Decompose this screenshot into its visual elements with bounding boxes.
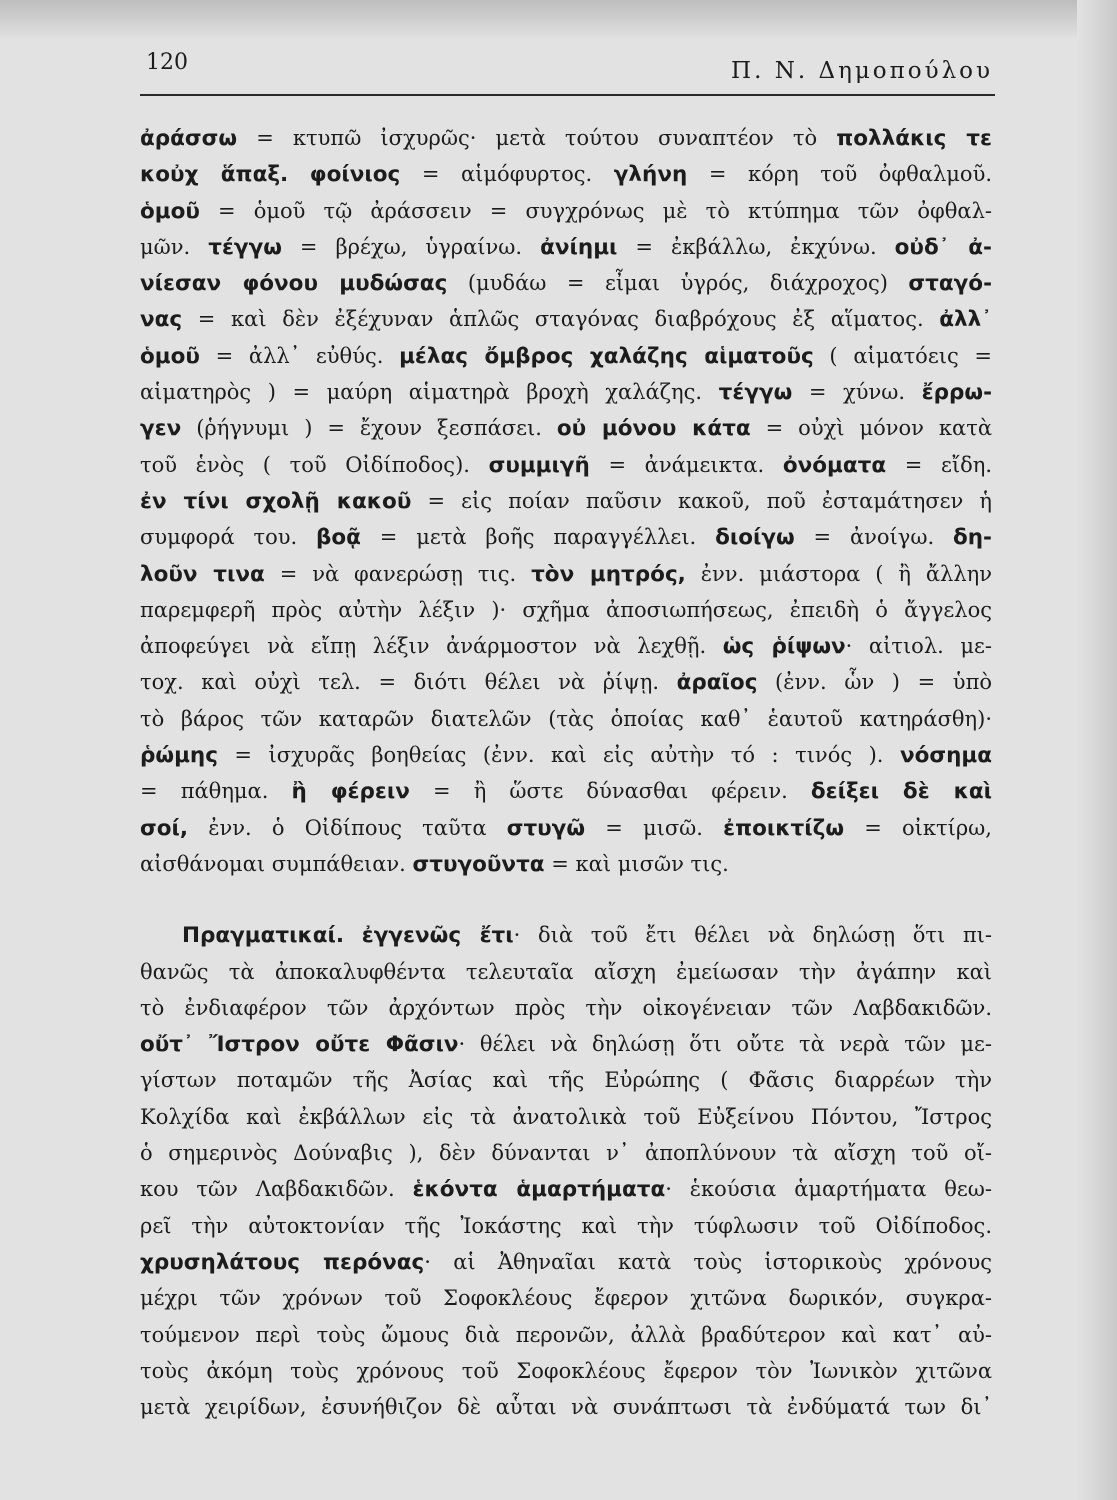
gloss-text: = κτυπῶ ἰσχυρῶς· μετὰ τούτου συναπτέον τὸ [237, 126, 837, 150]
gloss-text: = ἀνάμεικτα. [589, 452, 783, 477]
gloss-text: · διὰ τοῦ ἔτι θέλει νὰ δηλώσῃ ὅτι πι- [513, 923, 992, 948]
gloss-text: κου τῶν Λαβδακιδῶν. [140, 1177, 413, 1202]
text-line [140, 193, 992, 229]
text-line [140, 1389, 992, 1425]
gloss-text: = μετὰ βοῆς παραγγέλλει. [360, 525, 716, 550]
text-line [140, 483, 992, 519]
gloss-text: = νὰ φανερώσῃ τις. [264, 561, 532, 586]
lemma-term: λοῦν τινα [140, 561, 265, 587]
lemma-term: ἀραῖος [676, 670, 758, 696]
text-line [140, 1062, 992, 1098]
text-line [140, 664, 992, 700]
lemma-term: σταγό- [908, 271, 992, 297]
lemma-term: τέγγω [208, 234, 282, 260]
gloss-text: = βρέχω, ὑγραίνω. [281, 234, 541, 259]
gloss-text: θανῶς τὰ ἀποκαλυφθέντα τελευταῖα αἴσχη ἐμείωσαν τὴν ἀγάπην καὶ [140, 959, 992, 984]
lemma-term: ὀνόματα [782, 452, 887, 478]
lemma-term: ἀλλ᾿ [939, 307, 992, 333]
text-line [140, 519, 992, 555]
text-line [140, 1171, 992, 1207]
text-line [140, 1244, 992, 1280]
running-head: Π. Ν. Δημοπούλου [731, 58, 993, 84]
lemma-term: τὸν μητρός, [531, 561, 686, 587]
realia-paragraph [140, 917, 992, 1425]
lemma-term: δείξει δὲ καὶ [810, 779, 992, 805]
gloss-text: · θέλει νὰ δηλώσῃ ὅτι οὔτε τὰ νερὰ τῶν με- [458, 1032, 992, 1057]
gloss-text: τοχ. καὶ οὐχὶ τελ. = διότι θέλει νὰ ῥίψῃ. [140, 670, 677, 695]
lemma-term: οὐ μόνου κάτα [556, 416, 751, 442]
gloss-text: τούμενον περὶ τοὺς ὤμους διὰ περονῶν, ἀλλὰ βραδύτερον καὶ κατ᾿ αὐ- [140, 1322, 992, 1347]
text-line [140, 1208, 992, 1244]
gloss-text: γίστων ποταμῶν τῆς Ἀσίας καὶ τῆς Εὐρώπης ( Φᾶσις διαρρέων τὴν [140, 1068, 992, 1093]
gloss-text: (ἐνν. ὧν ) = ὑπὸ [757, 670, 993, 695]
text-line [140, 556, 992, 592]
text-line [140, 1317, 992, 1353]
lemma-term: Πραγματικαί. [182, 923, 345, 949]
lemma-term: μέλας ὄμβρος χαλάζης αἱματοῦς [399, 343, 814, 369]
text-line [140, 410, 992, 446]
text-line [140, 301, 992, 337]
gloss-text: = αἱμόφυρτος. [400, 162, 614, 187]
lemma-term: ἀράσσω [140, 126, 238, 151]
gloss-text: = ἐκβάλλω, ἐκχύνω. [617, 234, 895, 259]
lemma-term: δη- [952, 525, 992, 551]
lemma-term: γλήνη [613, 162, 688, 188]
gloss-text: = ἢ ὥστε δύνασθαι φέρειν. [409, 779, 811, 804]
text-line [140, 954, 992, 990]
lemma-term: ἀνίημι [540, 234, 618, 260]
gloss-text: ἀποφεύγει νὰ εἴπῃ λέξιν ἀνάρμοστον νὰ λεχθῇ. [140, 634, 723, 659]
lemma-term: τέγγω [718, 380, 793, 406]
lemma-term: οὐδ᾿ ἀ- [894, 234, 992, 260]
gloss-text: συμφορά του. [140, 525, 316, 550]
lemma-term: ἐγγενῶς ἔτι [361, 923, 514, 949]
gloss-text: = ὁμοῦ τῷ ἀράσσειν = συγχρόνως μὲ τὸ κτύπημα τῶν ὀφθαλ- [199, 198, 992, 223]
text-line [140, 628, 992, 664]
lemma-term: στυγῶ [506, 815, 586, 841]
gloss-text: ὁ σημερινὸς Δούναβις ), δὲν δύνανται ν᾿ ἀποπλύνουν τὰ αἴσχη τοῦ οἴ- [140, 1141, 992, 1166]
lemma-term: κοὐχ ἅπαξ. [140, 162, 289, 188]
text-line [140, 156, 992, 192]
lemma-term: ἐν τίνι σχολῇ κακοῦ [140, 488, 412, 514]
gloss-text: = ἀλλ᾿ εὐθύς. [199, 343, 400, 368]
lemma-term: φοίνιος [309, 162, 401, 188]
gloss-text: (μυδάω = εἶμαι ὑγρός, διάχροχος) [447, 271, 909, 296]
gloss-text: = ἰσχυρᾶς βοηθείας (ἐνν. καὶ εἰς αὐτὴν τό : τινός ). [217, 743, 900, 768]
lemma-term: νας [140, 307, 183, 333]
text-line [140, 917, 992, 953]
gloss-text: παρεμφερῆ πρὸς αὐτὴν λέξιν )· σχῆμα ἀποσιωπήσεως, ἐπειδὴ ὁ ἄγγελος [140, 597, 992, 622]
gloss-text: · ἑκούσια ἁμαρτήματα θεω- [665, 1177, 992, 1202]
text-line [140, 592, 992, 628]
lemma-term: χρυσηλάτους περόνας [140, 1249, 425, 1275]
text-line [140, 737, 992, 773]
page-shadow-right [1077, 0, 1117, 1500]
gloss-text: μετὰ χειρίδων, ἐσυνήθιζον δὲ αὗται νὰ συνάπτωσι τὰ ἐνδύματά των δι᾿ [140, 1395, 992, 1420]
paragraph-gap [140, 882, 992, 917]
text-line [140, 701, 992, 737]
gloss-text: τοὺς ἀκόμη τοὺς χρόνους τοῦ Σοφοκλέους ἔφερον τὸν Ἰωνικὸν χιτῶνα [140, 1358, 992, 1383]
text-line [140, 810, 992, 846]
lemma-term: νίεσαν φόνου μυδώσας [140, 271, 448, 297]
gloss-text: μῶν. [140, 234, 209, 259]
page-header [140, 44, 995, 96]
gloss-text: = οὐχὶ μόνον κατὰ [750, 416, 992, 441]
gloss-text: = καὶ δὲν ἐξέχυναν ἁπλῶς σταγόνας διαβρόχους ἐξ αἵματος. [182, 307, 940, 332]
lemma-term: γεν [140, 416, 182, 442]
lemma-term: νόσημα [899, 743, 992, 769]
lemma-term: οὔτ᾿ Ἴστρον οὔτε Φᾶσιν [140, 1032, 459, 1058]
text-line [140, 1280, 992, 1316]
lemma-term: βοᾷ [316, 525, 361, 551]
text-line [140, 265, 992, 301]
gloss-text: ( αἱματόεις = [813, 343, 993, 368]
gloss-text: αἱματηρὸς ) = μαύρη αἱματηρὰ βροχὴ χαλάζης. [140, 380, 719, 405]
text-line [140, 1353, 992, 1389]
lemma-term: ἐποικτίζω [723, 815, 845, 841]
page-shadow-top [0, 0, 1117, 40]
gloss-text: = μισῶ. [585, 815, 724, 840]
page-number: 120 [146, 50, 188, 75]
lemma-term: διοίγω [715, 525, 795, 551]
text-line [140, 447, 992, 483]
gloss-text: αἰσθάνομαι συμπάθειαν. [140, 851, 413, 876]
lemma-term: ὡς ῥίψων [722, 634, 846, 660]
gloss-text: = εἰς ποίαν παῦσιν κακοῦ, ποῦ ἐσταμάτησεν ἡ [411, 488, 993, 513]
gloss-text: τοῦ ἑνὸς ( τοῦ Οἰδίποδος). [140, 452, 489, 477]
gloss-text: = πάθημα. [140, 779, 292, 804]
gloss-text: = οἰκτίρω, [844, 815, 992, 840]
gloss-text: · αἱ Ἀθηναῖαι κατὰ τοὺς ἱστορικοὺς χρόνους [424, 1249, 992, 1274]
text-line [140, 374, 992, 410]
lemma-term: στυγοῦντα [412, 851, 545, 877]
gloss-text [344, 923, 362, 947]
lemma-term: ἢ φέρειν [291, 779, 410, 805]
gloss-text: τὸ ἐνδιαφέρον τῶν ἀρχόντων πρὸς τὴν οἰκογένειαν τῶν Λαβδακιδῶν. [140, 995, 992, 1020]
gloss-text: = χύνω. [792, 380, 922, 405]
commentary-paragraph [140, 120, 992, 882]
text-line [140, 120, 992, 156]
text-line [140, 846, 992, 882]
gloss-text: = κόρη τοῦ ὀφθαλμοῦ. [687, 162, 993, 187]
lemma-term: σοί, [140, 815, 189, 841]
lemma-term: ὁμοῦ [140, 343, 200, 369]
text-line [140, 1135, 992, 1171]
gloss-text: (ῥήγνυμι ) = ἔχουν ξεσπάσει. [181, 416, 557, 441]
gloss-text [288, 162, 310, 186]
lemma-term: ῥώμης [140, 743, 218, 769]
gloss-text: Κολχίδα καὶ ἐκβάλλων εἰς τὰ ἀνατολικὰ τοῦ Εὐξείνου Πόντου, Ἴστρος [140, 1104, 992, 1129]
gloss-text: τὸ βάρος τῶν καταρῶν διατελῶν (τὰς ὁποίας καθ᾿ ἑαυτοῦ κατηράσθη)· [140, 706, 992, 731]
gloss-text: μέχρι τῶν χρόνων τοῦ Σοφοκλέους ἔφερον χιτῶνα δωρικόν, συγκρα- [140, 1286, 992, 1311]
body-text [140, 120, 992, 1425]
gloss-text: = ἀνοίγω. [794, 525, 953, 550]
gloss-text: ἐνν. ὁ Οἰδίπους ταῦτα [188, 815, 507, 840]
text-line [140, 990, 992, 1026]
lemma-term: πολλάκις τε [836, 126, 992, 151]
lemma-term: ὁμοῦ [140, 198, 200, 224]
text-line [140, 1026, 992, 1062]
lemma-term: ἔρρω- [921, 380, 993, 406]
text-line [140, 229, 992, 265]
text-line [140, 773, 992, 809]
lemma-term: συμμιγῆ [488, 452, 590, 478]
text-line [140, 1099, 992, 1135]
gloss-text: = καὶ μισῶν τις. [544, 851, 729, 876]
text-line [140, 338, 992, 374]
gloss-text: · αἰτιολ. με- [845, 634, 992, 659]
gloss-text: ἐνν. μιάστορα ( ἢ ἄλλην [685, 561, 992, 586]
gloss-text: ρεῖ τὴν αὐτοκτονίαν τῆς Ἰοκάστης καὶ τὴν τύφλωσιν τοῦ Οἰδίποδος. [140, 1213, 992, 1238]
gloss-text: = εἴδη. [886, 452, 992, 477]
lemma-term: ἑκόντα ἁμαρτήματα [412, 1177, 666, 1203]
